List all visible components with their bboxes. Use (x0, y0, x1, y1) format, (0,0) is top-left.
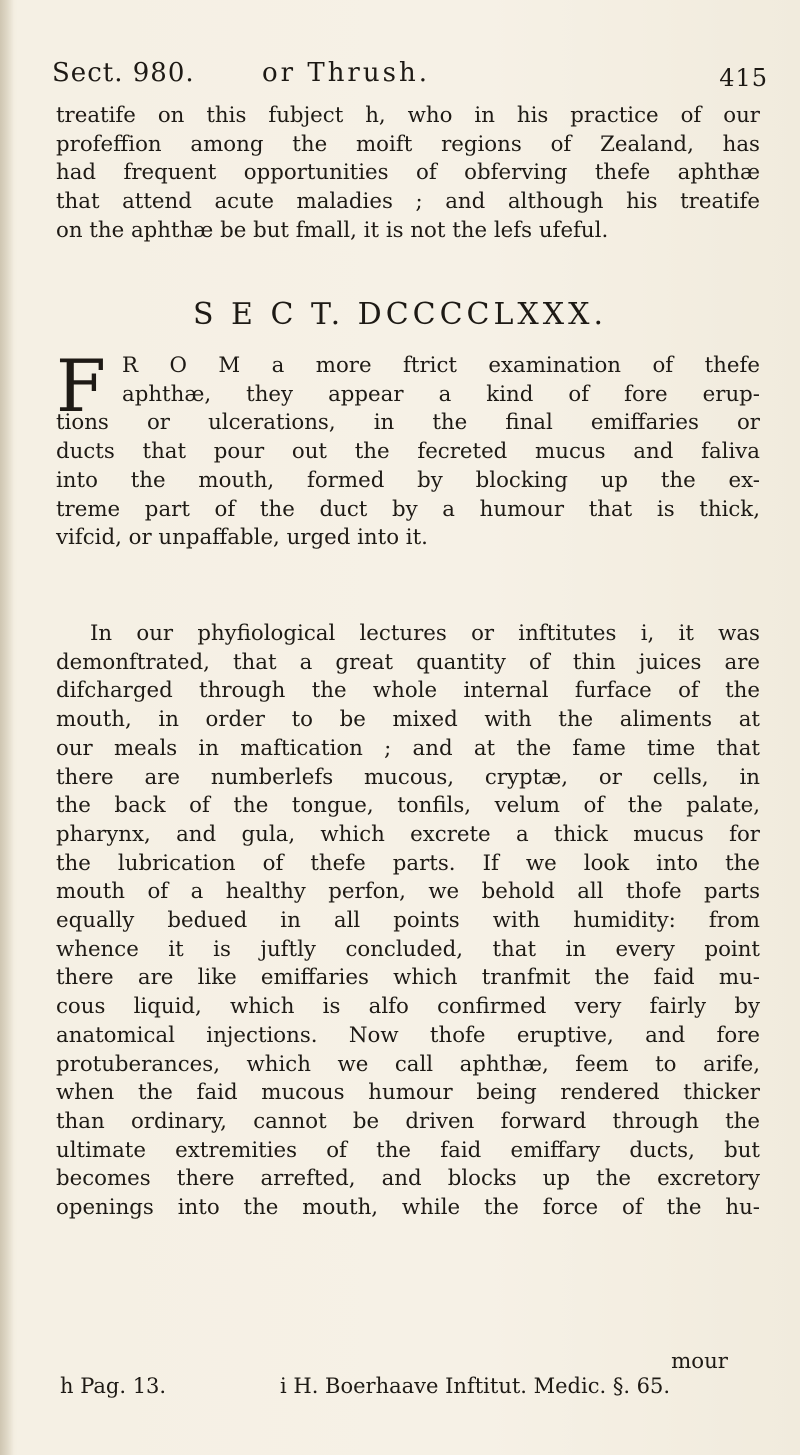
text-line: profeffion among the moift regions of Zealand, has (56, 131, 760, 157)
text-line: R O M a more ftrict examination of thefe (122, 353, 760, 378)
text-line: when the faid mucous humour being rendered thicker (56, 1080, 760, 1106)
text-line: treme part of the duct by a humour that is thick, (56, 496, 760, 522)
drop-cap: F (56, 344, 106, 428)
running-header (52, 58, 772, 98)
text-line: our meals in maftication ; and at the fame time that (56, 735, 760, 761)
text-line: ducts that pour out the fecreted mucus and faliva (56, 439, 760, 465)
text-line: equally bedued in all points with humidity: from (56, 908, 760, 934)
section-heading: S E C T. DCCCCLXXX. (192, 297, 608, 332)
text-line: demonftrated, that a great quantity of thin juices are (56, 649, 760, 675)
text-line: that attend acute maladies ; and although his treatife (56, 189, 760, 215)
text-line: cous liquid, which is alfo confirmed very fairly by (56, 994, 760, 1020)
text-line: In our phyfiological lectures or inftitutes i, it was (90, 621, 760, 646)
text-line: pharynx, and gula, which excrete a thick mucus for (56, 821, 760, 847)
aphthae-definition-paragraph (56, 344, 760, 553)
text-line: difcharged through the whole internal furface of the (56, 678, 760, 704)
text-line: vifcid, or unpaffable, urged into it. (56, 525, 428, 551)
text-line: had frequent opportunities of obferving thefe aphthæ (56, 160, 760, 186)
header-section-number: Sect. 980. (52, 58, 195, 88)
text-line: ultimate extremities of the faid emiffary ducts, but (56, 1137, 760, 1163)
intro-paragraph (56, 102, 760, 246)
catchword: mour (671, 1349, 728, 1374)
text-line: the lubrication of thefe parts. If we look into the (56, 850, 760, 876)
text-line: treatife on this fubject h, who in his practice of our (56, 103, 760, 128)
text-line: becomes there arrefted, and blocks up the excretory (56, 1166, 760, 1192)
text-line: mouth, in order to be mixed with the aliments at (56, 707, 760, 733)
text-line: the back of the tongue, tonfils, velum of the palate, (56, 793, 760, 819)
header-running-title: or Thrush. (262, 58, 430, 88)
text-line: anatomical injections. Now thofe eruptive, and fore (56, 1022, 760, 1048)
text-line: tions or ulcerations, in the final emiffaries or (56, 410, 760, 436)
text-line: into the mouth, formed by blocking up the ex- (56, 467, 760, 493)
text-line: there are numberlefs mucous, cryptæ, or cells, in (56, 764, 760, 790)
text-line: there are like emiffaries which tranfmit the faid mu- (56, 965, 760, 991)
footnote-h: h Pag. 13. (60, 1374, 167, 1398)
text-line: protuberances, which we call aphthæ, feem to arife, (56, 1051, 760, 1077)
footnote-i: i H. Boerhaave Inftitut. Medic. §. 65. (280, 1374, 671, 1398)
text-line: than ordinary, cannot be driven forward through the (56, 1108, 760, 1134)
text-line: aphthæ, they appear a kind of fore erup- (122, 381, 760, 407)
header-page-number: 415 (719, 64, 768, 92)
text-line: on the aphthæ be but fmall, it is not the lefs ufeful. (56, 217, 609, 243)
page-gutter-shadow (0, 0, 14, 1455)
text-line: whence it is juftly concluded, that in every point (56, 936, 760, 962)
text-line: openings into the mouth, while the force of the hu- (56, 1195, 760, 1221)
text-line: mouth of a healthy perfon, we behold all thofe parts (56, 879, 760, 905)
physiology-paragraph (56, 620, 760, 1223)
